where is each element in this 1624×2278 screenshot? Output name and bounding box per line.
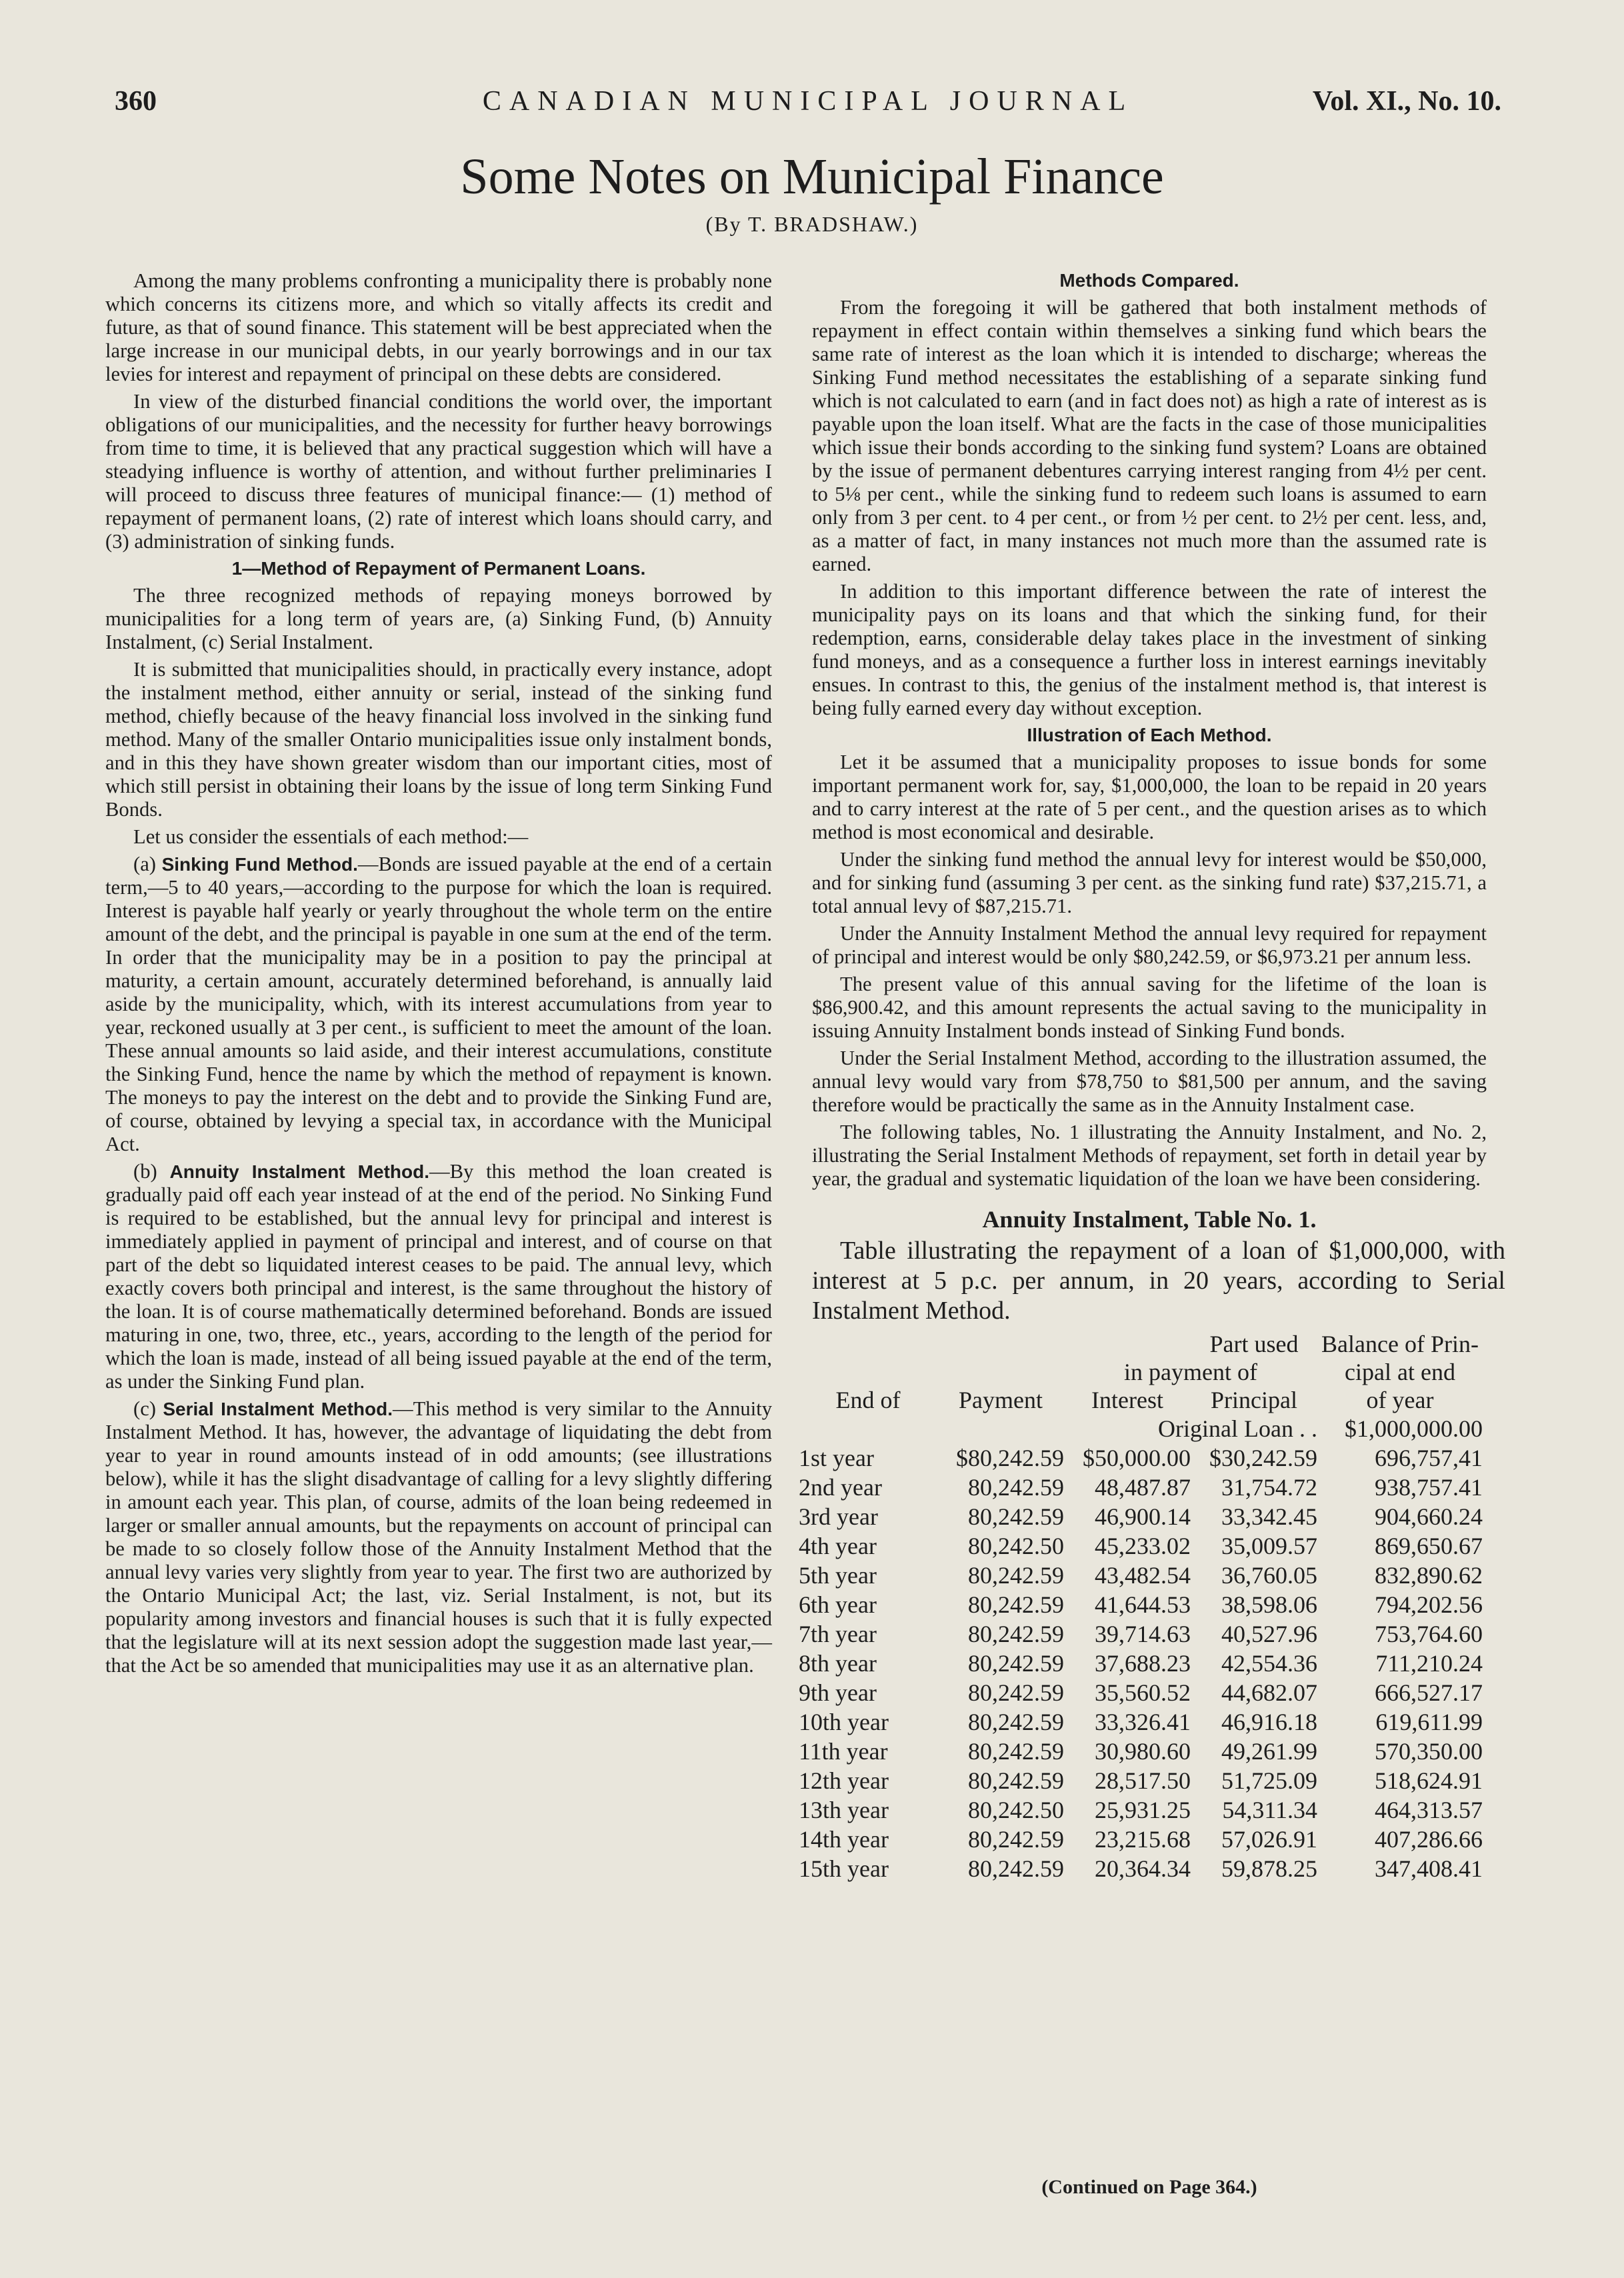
table-cell: 80,242.50: [968, 1533, 1064, 1559]
table-cell: 619,611.99: [1375, 1709, 1483, 1735]
table-cell: 41,644.53: [1095, 1591, 1191, 1618]
table-cell: 794,202.56: [1375, 1591, 1483, 1618]
original-loan-row: [799, 1414, 1483, 1443]
table-cell: 57,026.91: [1221, 1826, 1317, 1853]
table-cell: 40,527.96: [1221, 1621, 1317, 1647]
column-header: Interest: [1091, 1387, 1163, 1413]
running-header: [115, 85, 1501, 139]
paragraph: In addition to this important difference between the rate of interest the municipality pays on its loans and that which the sinking fund, for their redemption, earns, considerable delay takes place in the investment of sinking fund moneys, and as a consequence a further loss in interest earnings inevitably ensues. In contrast to this, the genius of the instalment method is, that interest is being fully earned every day without exception.: [812, 580, 1487, 719]
continued-note: (Continued on Page 364.): [1041, 2176, 1257, 2198]
table-cell: 30,980.60: [1095, 1738, 1191, 1765]
table-row: [799, 1707, 1483, 1737]
table-cell: 35,560.52: [1095, 1679, 1191, 1706]
table-cell: 36,760.05: [1221, 1562, 1317, 1589]
paragraph: In view of the disturbed financial conditions the world over, the important obligations of our municipalities, and the necessity for further heavy borrowings from time to time, it is believed that any practical suggestion which will have a steadying influence is worthy of attention, and without further preliminaries I will proceed to discuss three features of municipal finance:— (1) method of repayment of permanent loans, (2) rate of interest which loans should carry, and (3) administration of sinking funds.: [105, 390, 772, 553]
table-row: [799, 1678, 1483, 1707]
run-in-heading: Serial Instalment Method.: [163, 1399, 393, 1419]
table-cell: 20,364.34: [1095, 1855, 1191, 1882]
page-number: 360: [115, 86, 157, 117]
table-cell: 42,554.36: [1221, 1650, 1317, 1677]
item-text: —Bonds are issued payable at the end of a certain term,—5 to 40 years,—according to the purpose for which the loan is required. Interest is payable half yearly or yearly throughout the whole term on the entire amount of the debt, and the principal is payable in one sum at the end of the term. In order that the municipality may be in a position to pay the principal at maturity, a certain amount, accurately determined beforehand, is annually laid aside by the municipality, which, with its interest accumulations from year to year, reckoned usually at 3 per cent., is sufficient to meet the amount of the loan. These annual amounts so laid aside, and their interest accumulations, constitute the Sinking Fund, hence the name by which the method of repayment is known. The moneys to pay the interest on the debt and to provide the Sinking Fund are, of course, obtained by levying a special tax, in accordance with the Municipal Act.: [105, 853, 772, 1155]
table-cell: 938,757.41: [1375, 1474, 1483, 1501]
table-cell: 2nd year: [799, 1474, 882, 1501]
table-cell: 80,242.59: [968, 1738, 1064, 1765]
table-cell: 35,009.57: [1221, 1533, 1317, 1559]
right-column: [799, 269, 1505, 1883]
table-cell: 31,754.72: [1221, 1474, 1317, 1501]
paragraph: Among the many problems confronting a municipality there is probably none which concerns its citizens more, and which so vitally affects its credit and future, as that of sound finance. This statement will be best appreciated when the large increase in our municipal debts, in our yearly borrowings and in our tax levies for interest and repayment of principal on these debts are considered.: [105, 269, 772, 385]
paragraph: The three recognized methods of repaying moneys borrowed by municipalities for a long term of years are, (a) Sinking Fund, (b) Annuity Instalment, (c) Serial Instalment.: [105, 584, 772, 653]
table-cell: 7th year: [799, 1621, 877, 1647]
table-row: [799, 1473, 1483, 1502]
paragraph: Under the Annuity Instalment Method the annual levy required for repayment of principal and interest would be only $80,242.59, or $6,973.21 per annum less.: [812, 922, 1487, 968]
paragraph: Let it be assumed that a municipality proposes to issue bonds for some important permanent work for, say, $1,000,000, the loan to be repaid in 20 years and to carry interest at the rate of 5 per cent., and the question arises as to which method is most economical and desirable.: [812, 751, 1487, 843]
table-row: [799, 1649, 1483, 1678]
paragraph: It is submitted that municipalities should, in practically every instance, adopt the instalment method, either annuity or serial, instead of the sinking fund method, chiefly because of the heavy financial loss involved in the sinking fund method. Many of the smaller Ontario municipalities issue only instalment bonds, and in this they have shown greater wisdom than our important cities, most of which still persist in obtaining their loans by the issue of long term Sinking Fund Bonds.: [105, 658, 772, 821]
table-cell: 12th year: [799, 1767, 889, 1794]
table-cell: 46,900.14: [1095, 1503, 1191, 1530]
table-row: [799, 1619, 1483, 1649]
table-cell: 28,517.50: [1095, 1767, 1191, 1794]
table-cell: 80,242.59: [968, 1767, 1064, 1794]
table-cell: 48,487.87: [1095, 1474, 1191, 1501]
column-header: End of: [835, 1387, 901, 1413]
table-cell: 44,682.07: [1221, 1679, 1317, 1706]
table-cell: 80,242.50: [968, 1797, 1064, 1823]
table-cell: 45,233.02: [1095, 1533, 1191, 1559]
run-in-heading: Sinking Fund Method.: [161, 854, 358, 875]
paragraph: Under the sinking fund method the annual levy for interest would be $50,000, and for sinking fund (assuming 3 per cent. as the sinking fund rate) $37,215.71, a total annual levy of $87,215.71.: [812, 848, 1487, 917]
table-row: [799, 1825, 1483, 1854]
table-cell: 59,878.25: [1221, 1855, 1317, 1882]
table-cell: 11th year: [799, 1738, 888, 1765]
table-cell: $80,242.59: [956, 1445, 1064, 1471]
article-byline: (By T. BRADSHAW.): [705, 212, 919, 236]
table-cell: 54,311.34: [1222, 1797, 1317, 1823]
table-cell: 33,342.45: [1221, 1503, 1317, 1530]
run-in-heading: Annuity Instalment Method.: [169, 1161, 429, 1182]
table-cell: 832,890.62: [1375, 1562, 1483, 1589]
table-cell: 33,326.41: [1095, 1709, 1191, 1735]
column-header: Balance of Prin-: [1321, 1331, 1479, 1357]
table-cell: 9th year: [799, 1679, 877, 1706]
table-cell: 80,242.59: [968, 1855, 1064, 1882]
table-cell: 10th year: [799, 1709, 889, 1735]
table-cell: 14th year: [799, 1826, 889, 1853]
table-row: [799, 1737, 1483, 1766]
table-cell: 711,210.24: [1375, 1650, 1483, 1677]
table-row: [799, 1502, 1483, 1531]
table-cell: 696,757,41: [1375, 1445, 1483, 1471]
table-cell: 8th year: [799, 1650, 877, 1677]
left-column: [105, 269, 772, 1681]
table-cell: 25,931.25: [1095, 1797, 1191, 1823]
table-cell: 518,624.91: [1375, 1767, 1483, 1794]
table-intro: Table illustrating the repayment of a loan of $1,000,000, with interest at 5 p.c. per annum, in 20 years, according to Serial Instalment Method.: [812, 1237, 1505, 1325]
table-cell: 904,660.24: [1375, 1503, 1483, 1530]
table-cell: 80,242.59: [968, 1621, 1064, 1647]
article-title: Some Notes on Municipal Finance: [460, 149, 1164, 205]
table-cell: 753,764.60: [1375, 1621, 1483, 1647]
original-loan-value: $1,000,000.00: [1345, 1415, 1483, 1442]
table-row: [799, 1561, 1483, 1590]
table-header-row: [799, 1358, 1483, 1386]
table-cell: 80,242.59: [968, 1474, 1064, 1501]
table-cell: 407,286.66: [1375, 1826, 1483, 1853]
table-cell: 1st year: [799, 1445, 874, 1471]
table-cell: 6th year: [799, 1591, 877, 1618]
section-heading: 1—Method of Repayment of Permanent Loans.: [231, 558, 646, 579]
table-row: [799, 1766, 1483, 1795]
item-text: —This method is very similar to the Annuity Instalment Method. It has, however, the advantage of liquidating the debt from year to year in round amounts instead of in odd amounts; (see illustrations below), while it has the slight disadvantage of calling for a levy slightly differing in amount each year. This plan, of course, admits of the loan being redeemed in larger or smaller annual amounts, but the repayments on account of principal can be made to so closely follow those of the Annuity Instalment Method that the annual levy varies very slightly from year to year. The first two are authorized by the Ontario Municipal Act; the last, viz. Serial Instalment, is not, but its popularity among investors and financial houses is such that it is fully expected that the legislature will at its next session adopt the suggestion made last year,—that the Act be so amended that municipalities may use it as an alternative plan.: [105, 1397, 772, 1677]
annuity-table: [799, 1330, 1483, 1883]
table-cell: 3rd year: [799, 1503, 878, 1530]
table-header-row: [799, 1386, 1483, 1414]
item-text: —By this method the loan created is gradually paid off each year instead of at the end of the period. No Sinking Fund is required to be established, but the annual levy for principal and interest is immediately applied in payment of principal and interest, and of course on that part of the debt so liquidated interest ceases to be paid. The annual levy, which exactly covers both principal and interest, is the same throughout the history of the loan. It is of course mathematically determined beforehand. Bonds are issued maturing in one, two, three, etc., years, according to the length of the period for which the loan is made, instead of all being issued payable at the end of the term, as under the Sinking Fund plan.: [105, 1160, 772, 1393]
section-heading: Illustration of Each Method.: [1027, 725, 1272, 745]
table-cell: 43,482.54: [1095, 1562, 1191, 1589]
item-marker: (a): [133, 853, 156, 875]
volume-issue: Vol. XI., No. 10.: [1312, 86, 1501, 117]
table-row: [799, 1531, 1483, 1561]
table-cell: 51,725.09: [1221, 1767, 1317, 1794]
table-cell: 5th year: [799, 1562, 877, 1589]
table-cell: 46,916.18: [1221, 1709, 1317, 1735]
method-sinking-fund: [105, 853, 772, 1156]
table-cell: 666,527.17: [1375, 1679, 1483, 1706]
table-cell: 80,242.59: [968, 1591, 1064, 1618]
table-cell: 464,313.57: [1375, 1797, 1483, 1823]
table-cell: $30,242.59: [1209, 1445, 1317, 1471]
section-heading: Methods Compared.: [1059, 270, 1239, 291]
table-cell: 80,242.59: [968, 1503, 1064, 1530]
table-cell: 13th year: [799, 1797, 889, 1823]
table-row: [799, 1443, 1483, 1473]
table-cell: 23,215.68: [1095, 1826, 1191, 1853]
paragraph: From the foregoing it will be gathered that both instalment methods of repayment in effect contain within themselves a sinking fund which bears the same rate of interest as the loan which it is intended to discharge; whereas the Sinking Fund method necessitates the establishing of a separate sinking fund which is not calculated to earn (and in fact does not) as high a rate of interest as is payable upon the loan itself. What are the facts in the case of those municipalities which issue their bonds according to the sinking fund system? Loans are obtained by the issue of permanent debentures carrying interest ranging from 4½ per cent. to 5⅛ per cent., while the sinking fund to redeem such loans is assumed to earn only from 3 per cent. to 4 per cent., or from ½ per cent. to 2½ per cent. less, and, as a matter of fact, in many instances not much more than the assumed rate is earned.: [812, 296, 1487, 575]
method-serial-instalment: [105, 1397, 772, 1677]
table-row: [799, 1854, 1483, 1883]
table-cell: 37,688.23: [1095, 1650, 1191, 1677]
journal-title: CANADIAN MUNICIPAL JOURNAL: [482, 86, 1134, 117]
original-loan-label: Original Loan . .: [1158, 1415, 1317, 1442]
table-cell: 15th year: [799, 1855, 889, 1882]
table-title: Annuity Instalment, Table No. 1.: [982, 1206, 1317, 1233]
table-row: [799, 1795, 1483, 1825]
column-header: cipal at end: [1345, 1359, 1455, 1385]
table-cell: 4th year: [799, 1533, 877, 1559]
column-header: Payment: [959, 1387, 1043, 1413]
table-cell: 49,261.99: [1221, 1738, 1317, 1765]
column-header: Part used: [1209, 1331, 1299, 1357]
item-marker: (c): [133, 1397, 156, 1420]
table-cell: 80,242.59: [968, 1679, 1064, 1706]
paragraph: The following tables, No. 1 illustrating the Annuity Instalment, and No. 2, illustrating the Serial Instalment Methods of repayment, set forth in detail year by year, the gradual and systematic liquidation of the loan we have been considering.: [812, 1121, 1487, 1190]
item-marker: (b): [133, 1160, 157, 1183]
table-cell: 570,350.00: [1375, 1738, 1483, 1765]
column-header: Principal: [1211, 1387, 1297, 1413]
paragraph: The present value of this annual saving for the lifetime of the loan is $86,900.42, and this amount represents the actual saving to the municipality in issuing Annuity Instalment bonds instead of Sinking Fund bonds.: [812, 973, 1487, 1042]
table-cell: 80,242.59: [968, 1562, 1064, 1589]
table-row: [799, 1590, 1483, 1619]
table-cell: 869,650.67: [1375, 1533, 1483, 1559]
table-cell: 80,242.59: [968, 1709, 1064, 1735]
table-cell: $50,000.00: [1083, 1445, 1191, 1471]
paragraph: Under the Serial Instalment Method, according to the illustration assumed, the annual levy would vary from $78,750 to $81,500 per annum, and the saving therefore would be practically the same as in the Annuity Instalment case.: [812, 1047, 1487, 1116]
paragraph: Let us consider the essentials of each method:—: [133, 825, 529, 848]
table-cell: 39,714.63: [1095, 1621, 1191, 1647]
method-annuity-instalment: [105, 1160, 772, 1393]
table-header-row: [799, 1330, 1483, 1358]
table-cell: 38,598.06: [1221, 1591, 1317, 1618]
table-cell: 347,408.41: [1375, 1855, 1483, 1882]
column-header: in payment of: [1124, 1359, 1257, 1385]
table-cell: 80,242.59: [968, 1826, 1064, 1853]
column-header: of year: [1366, 1387, 1434, 1413]
table-cell: 80,242.59: [968, 1650, 1064, 1677]
